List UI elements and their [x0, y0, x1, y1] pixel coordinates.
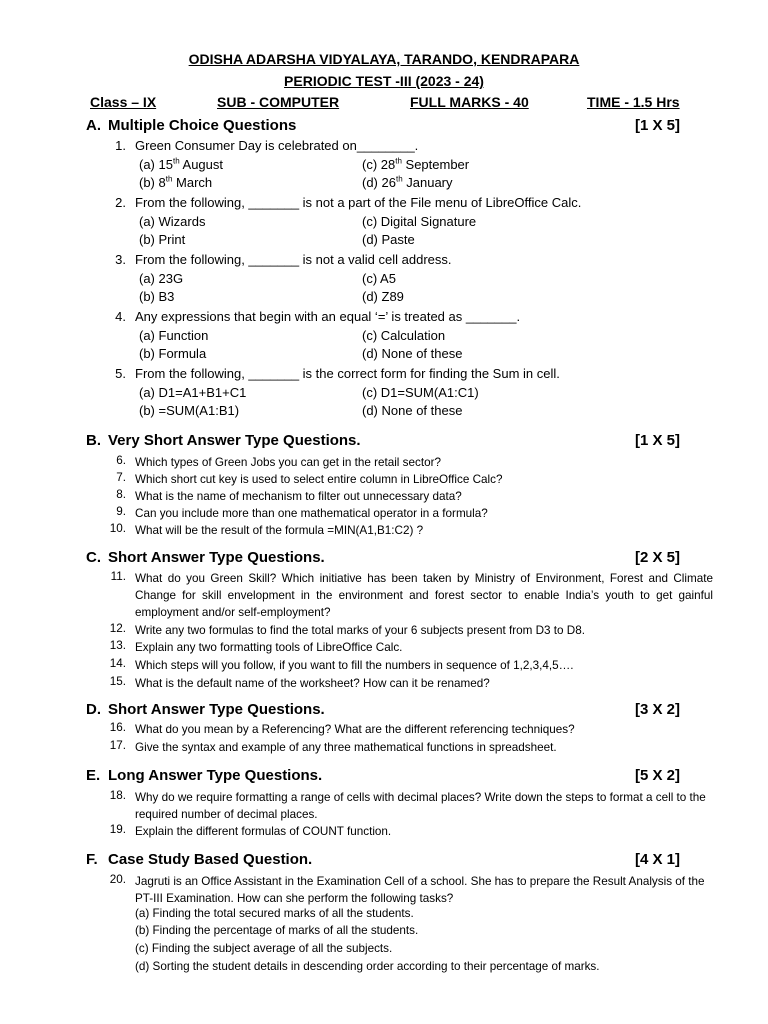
question-text: Can you include more than one mathematical operator in a formula? [135, 507, 488, 520]
option-text: (c) 28 [362, 157, 396, 172]
option-text: (a) 15 [139, 157, 173, 172]
option-b: (b) B3 [139, 289, 175, 304]
ordinal-suffix: th [395, 174, 403, 184]
question-text: Why do we require formatting a range of cells with decimal places? Write down the steps to format a cell to the required number of decimal places. [135, 791, 706, 821]
option-a: (a) 23G [139, 271, 184, 286]
section-heading [86, 701, 680, 721]
option-c [362, 157, 469, 172]
question-text: What do you Green Skill? Which initiative has been taken by Ministry of Environment, Forest and Climate Change for skill envelopment in the environment and forest sector to enable India’s youth to get gainful employment and/or self-employment? [135, 572, 713, 619]
option-text: (b) 8 [139, 175, 166, 190]
section-title: Long Answer Type Questions. [108, 767, 323, 784]
question-text: Which types of Green Jobs you can get in the retail sector? [135, 456, 441, 469]
option-b [139, 175, 212, 190]
question-number: 4. [115, 309, 126, 324]
option-a [139, 157, 223, 172]
class-label: Class – IX [90, 94, 157, 110]
question-number: 19. [109, 823, 126, 836]
question-number: 1. [115, 138, 126, 153]
question-text: From the following, _______ is not a valid cell address. [135, 252, 452, 267]
question-number: 10. [109, 522, 126, 535]
section-letter: B. [86, 432, 101, 449]
question-number: 14. [109, 657, 126, 670]
question-text: From the following, _______ is the correct form for finding the Sum in cell. [135, 366, 560, 381]
section-title: Very Short Answer Type Questions. [108, 432, 361, 449]
test-title: PERIODIC TEST -III (2023 - 24) [284, 73, 484, 89]
ordinal-suffix: th [172, 156, 180, 166]
section-title: Multiple Choice Questions [108, 117, 297, 134]
question-number: 9. [116, 505, 126, 518]
section-title: Short Answer Type Questions. [108, 549, 325, 566]
question-number: 5. [115, 366, 126, 381]
section-marks: [2 X 5] [634, 549, 680, 566]
question-number: 15. [109, 675, 126, 688]
section-heading [86, 117, 680, 137]
section-title: Case Study Based Question. [108, 851, 313, 868]
question-number: 17. [109, 739, 126, 752]
option-c: (c) D1=SUM(A1:C1) [362, 385, 479, 400]
option-text: September [401, 157, 470, 172]
option-c: (c) A5 [362, 271, 396, 286]
option-text: (d) 26 [362, 175, 396, 190]
option-c: (c) Calculation [362, 328, 446, 343]
question-number: 2. [115, 195, 126, 210]
question-text: Explain any two formatting tools of LibreOffice Calc. [135, 641, 403, 654]
section-marks: [4 X 1] [634, 851, 680, 868]
question-number: 13. [109, 639, 126, 652]
option-text: January [402, 175, 453, 190]
question-text: Green Consumer Day is celebrated on________. [135, 138, 419, 153]
question-text: What will be the result of the formula =MIN(A1,B1:C2) ? [135, 524, 424, 537]
question-number: 3. [115, 252, 126, 267]
question-text: From the following, _______ is not a part of the File menu of LibreOffice Calc. [135, 195, 582, 210]
option-a: (a) Wizards [139, 214, 206, 229]
question-text: Write any two formulas to find the total marks of your 6 subjects present from D3 to D8. [135, 624, 585, 637]
section-heading [86, 549, 680, 569]
option-b: (b) Formula [139, 346, 207, 361]
question-text: What do you mean by a Referencing? What are the different referencing techniques? [135, 723, 575, 736]
question-number: 11. [110, 570, 126, 583]
ordinal-suffix: th [165, 174, 173, 184]
task-item: (d) Sorting the student details in descending order according to their percentage of marks. [135, 960, 600, 973]
section-marks: [1 X 5] [634, 432, 680, 449]
section-marks: [3 X 2] [634, 701, 680, 718]
task-item: (a) Finding the total secured marks of all the students. [135, 907, 414, 920]
question-text: Give the syntax and example of any three mathematical functions in spreadsheet. [135, 741, 557, 754]
section-heading [86, 767, 680, 787]
time-label: TIME - 1.5 Hrs [587, 94, 680, 110]
ordinal-suffix: th [395, 156, 402, 166]
option-text: August [179, 157, 224, 172]
section-marks: [1 X 5] [634, 117, 680, 134]
subject-label: SUB - COMPUTER [217, 94, 340, 110]
option-a: (a) Function [139, 328, 209, 343]
question-number: 12. [109, 622, 126, 635]
question-text: Which steps will you follow, if you want to fill the numbers in sequence of 1,2,3,4,5…. [135, 659, 574, 672]
section-marks: [5 X 2] [634, 767, 680, 784]
question-number: 8. [116, 488, 126, 501]
section-letter: D. [86, 701, 101, 718]
question-number: 7. [116, 471, 126, 484]
full-marks-label: FULL MARKS - 40 [410, 94, 529, 110]
question-text: What is the default name of the worksheet? How can it be renamed? [135, 677, 490, 690]
question-text: Which short cut key is used to select entire column in LibreOffice Calc? [135, 473, 503, 486]
school-name: ODISHA ADARSHA VIDYALAYA, TARANDO, KENDRAPARA [188, 51, 580, 67]
option-d: (d) Z89 [362, 289, 404, 304]
option-d [362, 175, 453, 190]
section-letter: A. [86, 117, 101, 134]
question-text: Jagruti is an Office Assistant in the Examination Cell of a school. She has to prepare the Result Analysis of the PT-III Examination. How can she perform the following tasks? [135, 875, 705, 905]
question-number: 6. [116, 454, 126, 467]
option-a: (a) D1=A1+B1+C1 [139, 385, 247, 400]
question-text: What is the name of mechanism to filter out unnecessary data? [135, 490, 462, 503]
section-heading [86, 851, 680, 871]
task-item: (b) Finding the percentage of marks of all the students. [135, 924, 419, 937]
option-text: March [172, 175, 213, 190]
section-letter: C. [86, 549, 101, 566]
section-heading [86, 432, 680, 452]
option-b: (b) Print [139, 232, 186, 247]
option-b: (b) =SUM(A1:B1) [139, 403, 240, 418]
option-d: (d) None of these [362, 346, 463, 361]
question-text: Any expressions that begin with an equal ‘=’ is treated as _______. [135, 309, 521, 324]
question-text: Explain the different formulas of COUNT function. [135, 825, 392, 838]
section-letter: F. [86, 851, 98, 868]
question-number: 16. [109, 721, 126, 734]
option-d: (d) Paste [362, 232, 415, 247]
section-title: Short Answer Type Questions. [108, 701, 325, 718]
option-c: (c) Digital Signature [362, 214, 477, 229]
section-letter: E. [86, 767, 101, 784]
question-number: 20. [109, 873, 126, 886]
question-number: 18. [109, 789, 126, 802]
task-item: (c) Finding the subject average of all the subjects. [135, 942, 393, 955]
option-d: (d) None of these [362, 403, 463, 418]
